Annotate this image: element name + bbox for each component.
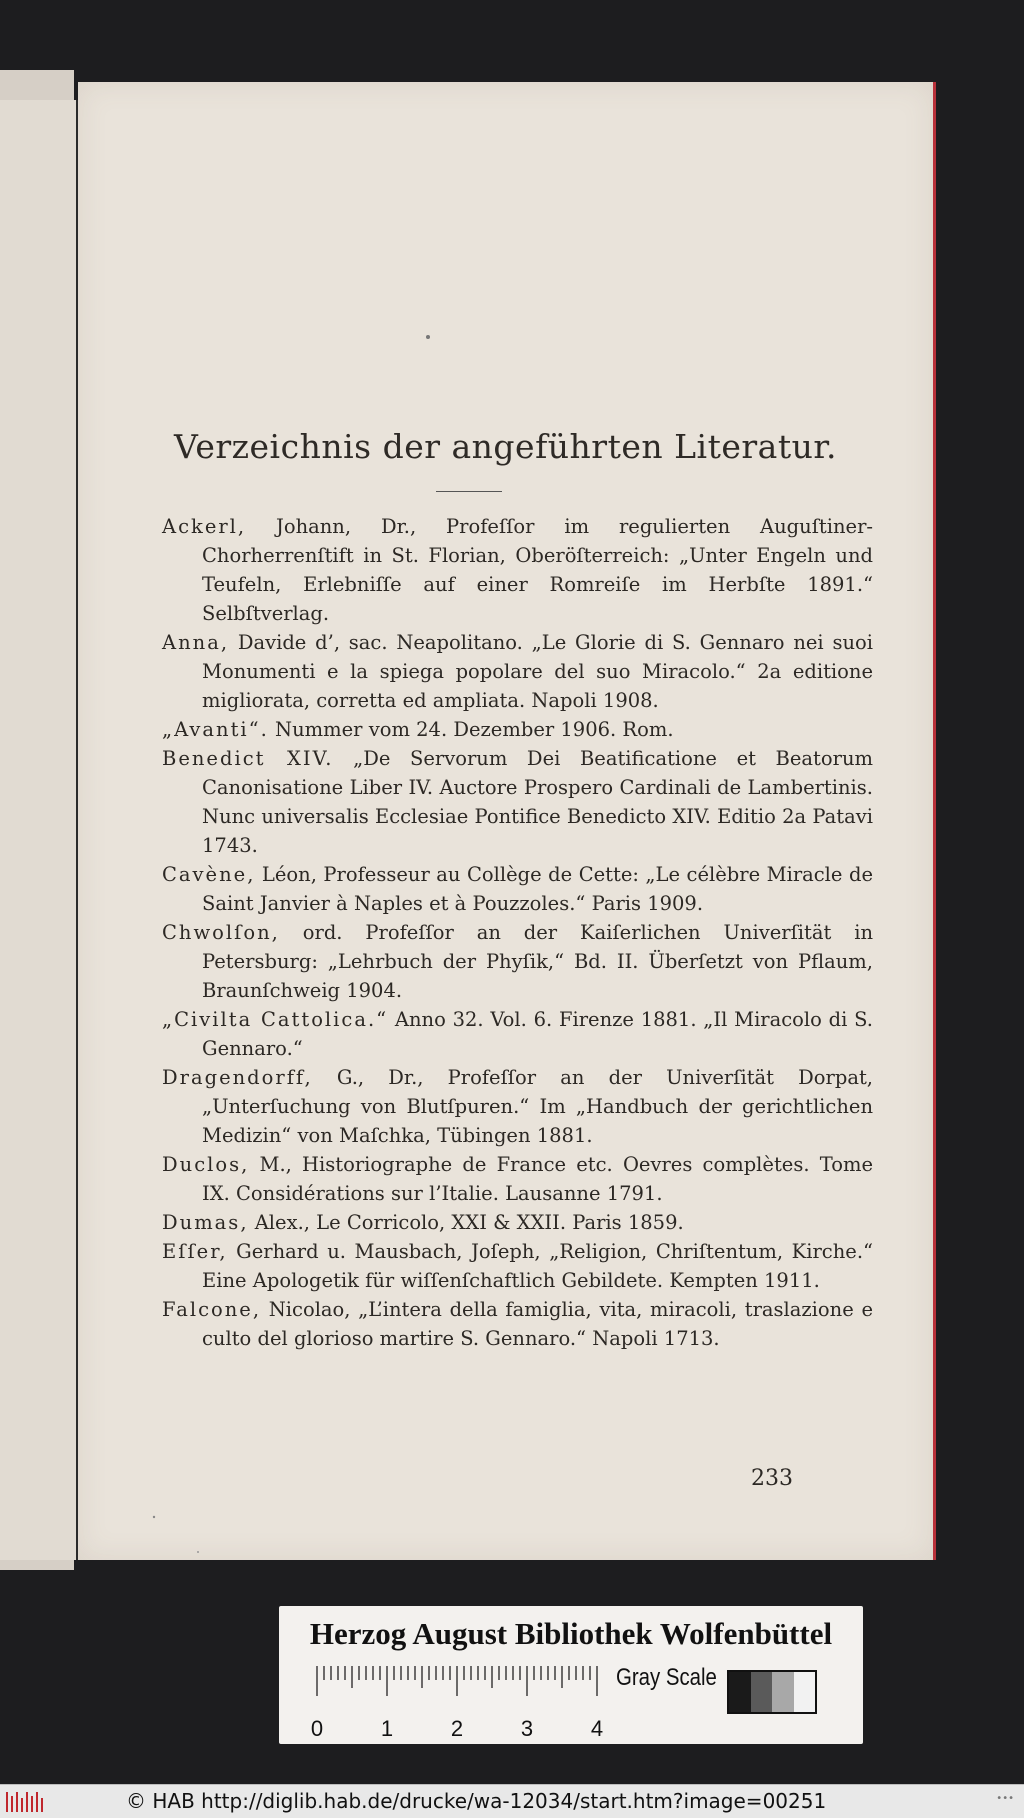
entry-text: Anno 32. Vol. 6. Firenze 1881. „Il Miracolo di S. Gennaro.“: [202, 1008, 873, 1060]
entry-text: Davide d’, sac. Neapolitano. „Le Glorie di S. Gennaro nei suoi Monumenti e la spiega popolare del suo Miracolo.“ 2a editione migliorata, corretta ed ampliata. Napoli 1908.: [202, 631, 873, 712]
entry-text: Nummer vom 24. Dezember 1906. Rom.: [268, 718, 674, 741]
bibliography-entry: [162, 512, 873, 628]
entry-text: „De Servorum Dei Beatificatione et Beatorum Canonisatione Liber IV. Auctore Prospero Cardinali de Lambertinis. Nunc universalis Ecclesiae Pontifice Benedicto XIV. Editio 2a Patavi 1743.: [202, 747, 873, 857]
entry-author: Chwolſon,: [162, 921, 280, 944]
page-number: 233: [751, 1466, 793, 1491]
bibliography-entry: [162, 1208, 873, 1237]
left-page-margin: [0, 100, 78, 1560]
entry-author: Duclos,: [162, 1153, 250, 1176]
bibliography-entry: [162, 1295, 873, 1353]
copyright-url-text: © HAB http://diglib.hab.de/drucke/wa-12034/start.htm?image=00251: [126, 1789, 827, 1813]
entry-author: Benedict XIV.: [162, 747, 334, 770]
gray-swatch: [751, 1672, 773, 1712]
ruler: [310, 1662, 607, 1741]
bibliography-entry: [162, 744, 873, 860]
bibliography-entry: [162, 860, 873, 918]
bibliography-list: [162, 512, 873, 1353]
gray-swatch: [729, 1672, 751, 1712]
ruler-number: 4: [590, 1716, 604, 1741]
entry-author: „Avanti“.: [162, 718, 269, 741]
bibliography-entry: [162, 1005, 873, 1063]
entry-text: Alex., Le Corricolo, XXI & XXII. Paris 1859.: [248, 1211, 684, 1234]
ruler-number: 0: [310, 1716, 324, 1741]
bibliography-entry: [162, 1150, 873, 1208]
color-calibration-card: [279, 1606, 863, 1744]
entry-author: „Civilta Cattolica.“: [162, 1008, 389, 1031]
bibliography-entry: [162, 628, 873, 715]
footer-dots: •••: [996, 1793, 1014, 1804]
bibliography-entry: [162, 715, 873, 744]
entry-author: Anna,: [162, 631, 230, 654]
entry-author: Dumas,: [162, 1211, 249, 1234]
gray-swatch: [794, 1672, 816, 1712]
entry-text: M., Historiographe de France etc. Oevres complètes. Tome IX. Considérations sur l’Italie. Lausanne 1791.: [202, 1153, 873, 1205]
entry-text: ord. Profeſſor an der Kaiſerlichen Univerſität in Petersburg: „Lehrbuch der Phyſik,“ Bd. II. Überſetzt von Pflaum, Braunſchweig 1904.: [202, 921, 873, 1002]
entry-text: Johann, Dr., Profeſſor im regulierten Auguſtiner-Chorherrenſtift in St. Florian, Oberöſterreich: „Unter Engeln und Teufeln, Erlebniſſe auf einer Romreiſe im Herbſte 1891.“ Selbſtverlag.: [202, 515, 873, 625]
entry-author: Falcone,: [162, 1298, 262, 1321]
ruler-number: 1: [380, 1716, 394, 1741]
gray-scale-swatches: [727, 1670, 817, 1714]
hab-logo-icon: [4, 1790, 48, 1814]
entry-text: Léon, Professeur au Collège de Cette: „Le célèbre Miracle de Saint Janvier à Naples et à Pouzzoles.“ Paris 1909.: [202, 863, 873, 915]
entry-author: Eſſer,: [162, 1240, 228, 1263]
entry-author: Cavène,: [162, 863, 256, 886]
heading-rule: [436, 491, 502, 492]
entry-author: Ackerl,: [162, 515, 247, 538]
bibliography-entry: [162, 1237, 873, 1295]
ruler-number: 2: [450, 1716, 464, 1741]
library-name: Herzog August Bibliothek Wolfenbüttel: [309, 1616, 833, 1651]
gray-scale-label: Gray Scale: [616, 1664, 717, 1691]
entry-text: Gerhard u. Mausbach, Joſeph, „Religion, Chriſtentum, Kirche.“ Eine Apologetik für wiſſenſchaftlich Gebildete. Kempten 1911.: [202, 1240, 873, 1292]
ruler-number: 3: [520, 1716, 534, 1741]
bibliography-entry: [162, 918, 873, 1005]
entry-author: Dragendorff,: [162, 1066, 313, 1089]
bibliography-entry: [162, 1063, 873, 1150]
page-heading: Verzeichnis der angeführten Literatur.: [174, 427, 837, 466]
book-page: [78, 82, 936, 1560]
entry-text: G., Dr., Profeſſor an der Univerſität Dorpat, „Unterſuchung von Blutſpuren.“ Im „Handbuch der gerichtlichen Medizin“ von Maſchka, Tübingen 1881.: [202, 1066, 873, 1147]
entry-text: Nicolao, „L’intera della famiglia, vita, miracoli, traslazione e culto del glorioso martire S. Gennaro.“ Napoli 1713.: [202, 1298, 873, 1350]
footer-bar: [0, 1784, 1024, 1818]
gray-swatch: [772, 1672, 794, 1712]
